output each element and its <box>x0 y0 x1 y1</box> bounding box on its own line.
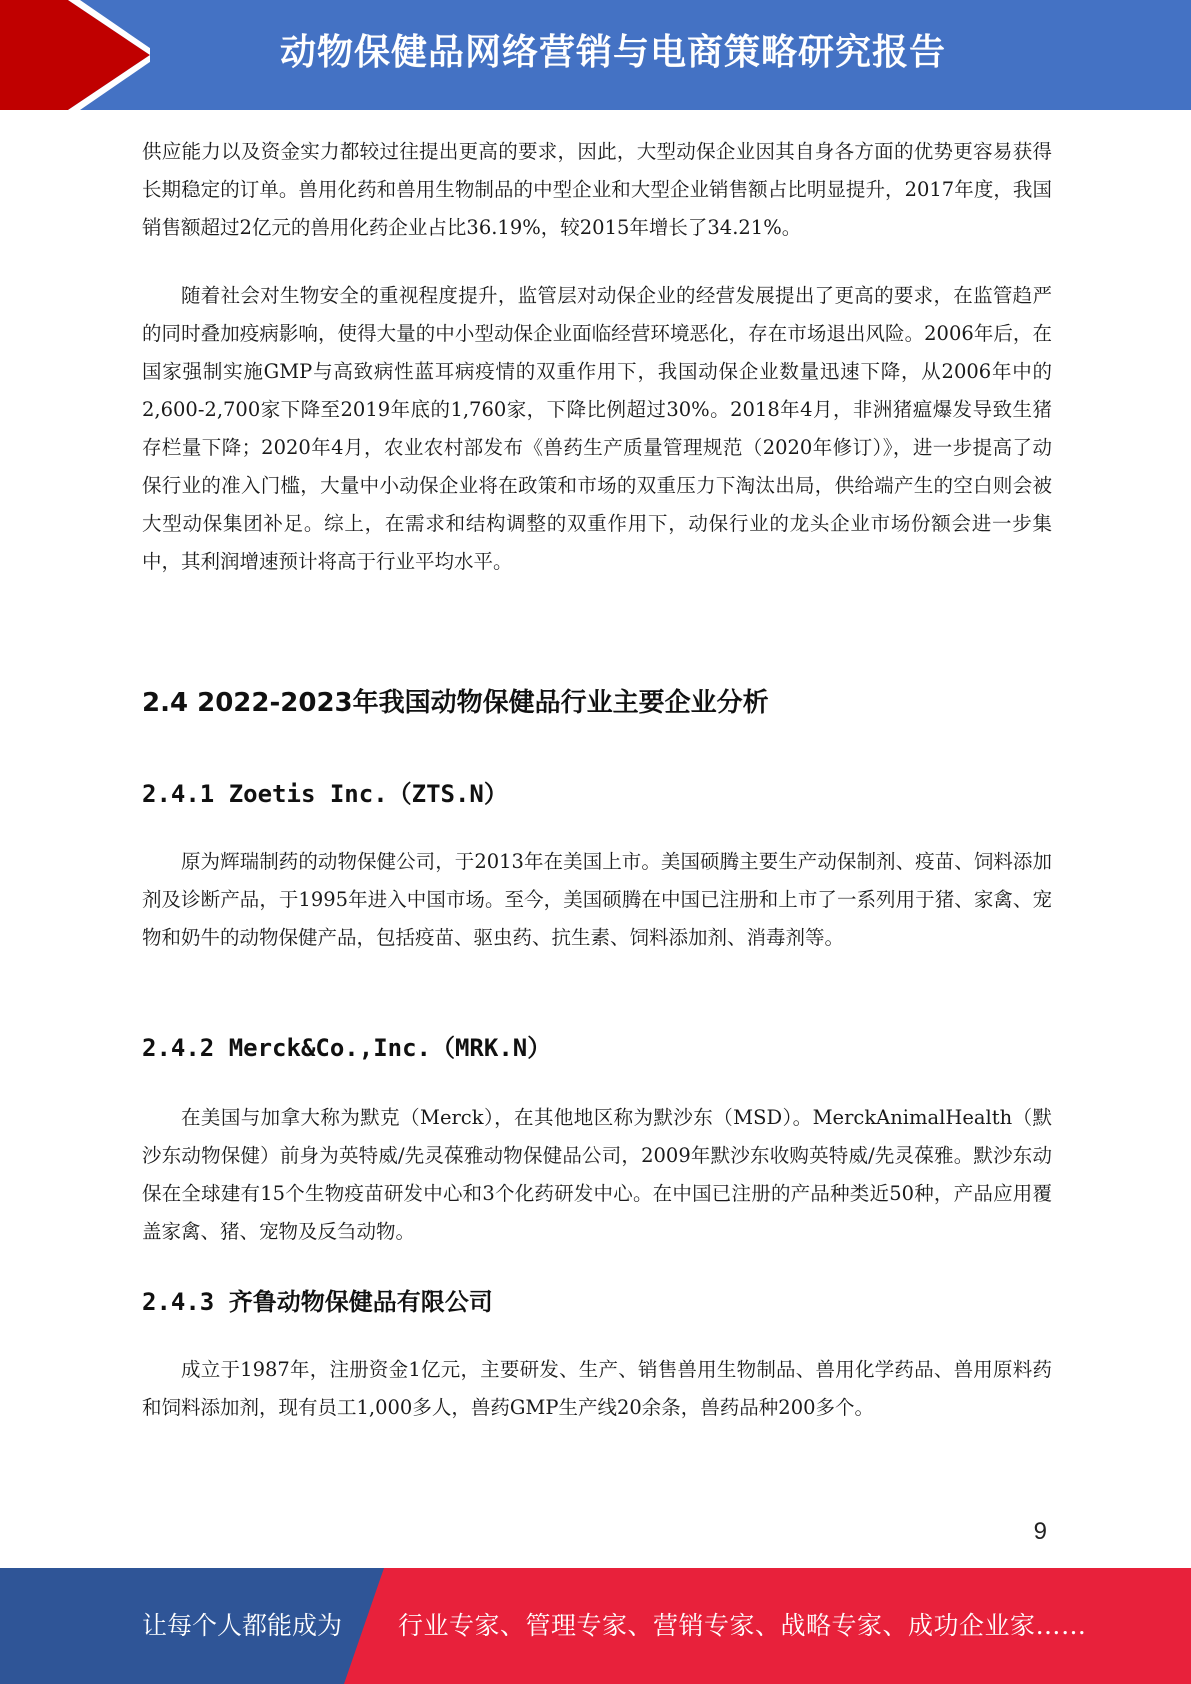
section-heading-2-4: 2.4 2022-2023年我国动物保健品行业主要企业分析 <box>142 688 769 718</box>
body-paragraph: 成立于1987年，注册资金1亿元，主要研发、生产、销售兽用生物制品、兽用化学药品、兽用原料药和饲料添加剂，现有员工1,000多人，兽药GMP生产线20余条，兽药品种200多个。 <box>142 1358 1052 1419</box>
paragraph-block-2-4-3 <box>142 1351 1052 1427</box>
paragraph-block-2-4-2 <box>142 1099 1052 1251</box>
footer-slogan-left: 让每个人都能成为 <box>142 1611 343 1640</box>
body-paragraph: 在美国与加拿大称为默克（Merck），在其他地区称为默沙东（MSD）。MerckAnimalHealth（默沙东动物保健）前身为英特威/先灵葆雅动物保健品公司，2009年默沙东收购英特威/先灵葆雅。默沙东动保在全球建有15个生物疫苗研发中心和3个化药研发中心。在中国已注册的产品种类近50种，产品应用覆盖家禽、猪、宠物及反刍动物。 <box>142 1106 1052 1243</box>
paragraph-block-1 <box>142 133 1052 247</box>
subsection-heading-2-4-1: 2.4.1 Zoetis Inc.（ZTS.N） <box>142 780 508 808</box>
body-paragraph: 供应能力以及资金实力都较过往提出更高的要求，因此，大型动保企业因其自身各方面的优势更容易获得长期稳定的订单。兽用化药和兽用生物制品的中型企业和大型企业销售额占比明显提升，2017年度，我国销售额超过2亿元的兽用化药企业占比36.19%，较2015年增长了34.21%。 <box>142 140 1052 239</box>
subsection-heading-2-4-2: 2.4.2 Merck&Co.,Inc.（MRK.N） <box>142 1034 552 1062</box>
footer-slogan-right: 行业专家、管理专家、营销专家、战略专家、成功企业家…… <box>398 1611 1087 1640</box>
report-title: 动物保健品网络营销与电商策略研究报告 <box>280 32 947 73</box>
paragraph-block-2 <box>142 277 1052 581</box>
paragraph-block-2-4-1 <box>142 843 1052 957</box>
footer-banner <box>0 1568 1191 1684</box>
page-number: 9 <box>1033 1518 1047 1545</box>
header-chevron-decoration <box>0 0 150 110</box>
body-paragraph: 随着社会对生物安全的重视程度提升，监管层对动保企业的经营发展提出了更高的要求，在监管趋严的同时叠加疫病影响，使得大量的中小型动保企业面临经营环境恶化，存在市场退出风险。2006年后，在国家强制实施GMP与高致病性蓝耳病疫情的双重作用下，我国动保企业数量迅速下降，从2006年中的2,600-2,700家下降至2019年底的1,760家，下降比例超过30%。2018年4月，非洲猪瘟爆发导致生猪存栏量下降；2020年4月，农业农村部发布《兽药生产质量管理规范（2020年修订）》，进一步提高了动保行业的准入门槛，大量中小动保企业将在政策和市场的双重压力下淘汰出局，供给端产生的空白则会被大型动保集团补足。综上，在需求和结构调整的双重作用下，动保行业的龙头企业市场份额会进一步集中，其利润增速预计将高于行业平均水平。 <box>142 284 1052 573</box>
body-paragraph: 原为辉瑞制药的动物保健公司，于2013年在美国上市。美国硕腾主要生产动保制剂、疫苗、饲料添加剂及诊断产品，于1995年进入中国市场。至今，美国硕腾在中国已注册和上市了一系列用于猪、家禽、宠物和奶牛的动物保健产品，包括疫苗、驱虫药、抗生素、饲料添加剂、消毒剂等。 <box>142 850 1052 949</box>
subsection-heading-2-4-3: 2.4.3 齐鲁动物保健品有限公司 <box>142 1288 493 1316</box>
header-banner <box>0 0 1191 110</box>
